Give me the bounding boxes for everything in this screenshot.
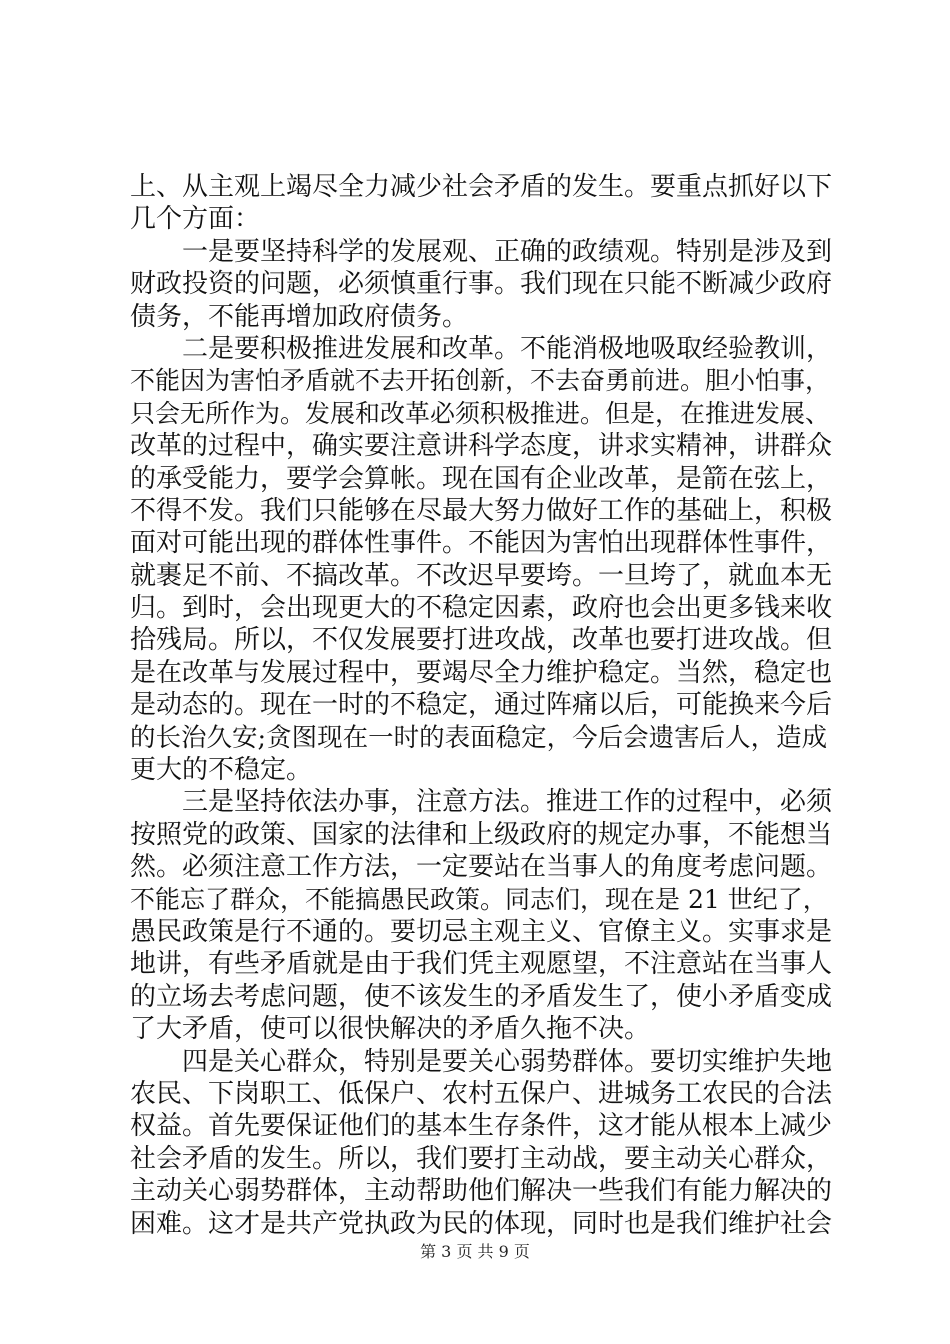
text-line: 权益。首先要保证他们的基本生存条件，这才能从根本上减少 bbox=[130, 1111, 833, 1142]
text-line: 只会无所作为。发展和改革必须积极推进。但是，在推进发展、 bbox=[130, 398, 831, 428]
text-line: 主动关心弱势群体，主动帮助他们解决一些我们有能力解决的 bbox=[130, 1176, 833, 1207]
text-line: 不能忘了群众，不能搞愚民政策。同志们，现在是 21 世纪了， bbox=[130, 884, 828, 914]
text-line: 是动态的。现在一时的不稳定，通过阵痛以后，可能换来今后 bbox=[130, 690, 833, 721]
text-line: 困难。这才是共产党执政为民的体现，同时也是我们维护社会 bbox=[130, 1208, 833, 1239]
text-line: 就裹足不前、不搞改革。不改迟早要垮。一旦垮了，就血本无 bbox=[130, 560, 833, 591]
text-line: 地讲，有些矛盾就是由于我们凭主观愿望，不注意站在当事人 bbox=[130, 949, 833, 980]
body-text bbox=[130, 171, 836, 1240]
text-line: 一是要坚持科学的发展观、正确的政绩观。特别是涉及到 bbox=[182, 236, 833, 267]
text-line: 财政投资的问题，必须慎重行事。我们现在只能不断减少政府 bbox=[130, 269, 833, 300]
text-line: 不得不发。我们只能够在尽最大努力做好工作的基础上，积极 bbox=[130, 495, 833, 526]
text-line: 然。必须注意工作方法，一定要站在当事人的角度考虑问题。 bbox=[130, 852, 833, 883]
text-line: 三是坚持依法办事，注意方法。推进工作的过程中，必须 bbox=[182, 787, 833, 818]
text-line: 更大的不稳定。 bbox=[130, 755, 313, 786]
text-line: 面对可能出现的群体性事件。不能因为害怕出现群体性事件， bbox=[130, 528, 833, 559]
text-line: 改革的过程中，确实要注意讲科学态度，讲求实精神，讲群众 bbox=[130, 431, 833, 462]
text-line: 几个方面： bbox=[130, 204, 261, 235]
text-line: 按照党的政策、国家的法律和上级政府的规定办事，不能想当 bbox=[130, 819, 833, 850]
text-line: 的长治久安;贪图现在一时的表面稳定，今后会遗害后人，造成 bbox=[130, 722, 828, 753]
text-line: 社会矛盾的发生。所以，我们要打主动战，要主动关心群众， bbox=[130, 1143, 833, 1174]
text-line: 不能因为害怕矛盾就不去开拓创新，不去奋勇前进。胆小怕事， bbox=[130, 366, 831, 396]
text-line: 拾残局。所以，不仅发展要打进攻战，改革也要打进攻战。但 bbox=[130, 625, 833, 656]
text-line: 愚民政策是行不通的。要切忌主观主义、官僚主义。实事求是 bbox=[130, 916, 833, 947]
text-line: 的立场去考虑问题，使不该发生的矛盾发生了，使小矛盾变成 bbox=[130, 981, 833, 1012]
text-line: 了大矛盾，使可以很快解决的矛盾久拖不决。 bbox=[130, 1014, 651, 1045]
text-line: 债务，不能再增加政府债务。 bbox=[130, 301, 469, 332]
text-line: 农民、下岗职工、低保户、农村五保户、进城务工农民的合法 bbox=[130, 1078, 833, 1109]
page-footer: 第 3 页 共 9 页 bbox=[420, 1242, 530, 1261]
text-line: 二是要积极推进发展和改革。不能消极地吸取经验教训， bbox=[182, 333, 833, 364]
text-line: 归。到时，会出现更大的不稳定因素，政府也会出更多钱来收 bbox=[130, 593, 833, 624]
text-line: 四是关心群众，特别是要关心弱势群体。要切实维护失地 bbox=[182, 1046, 833, 1077]
text-line: 上、从主观上竭尽全力减少社会矛盾的发生。要重点抓好以下 bbox=[130, 172, 833, 202]
text-line: 是在改革与发展过程中，要竭尽全力维护稳定。当然，稳定也 bbox=[130, 657, 833, 688]
text-line: 的承受能力，要学会算帐。现在国有企业改革，是箭在弦上， bbox=[130, 463, 833, 494]
